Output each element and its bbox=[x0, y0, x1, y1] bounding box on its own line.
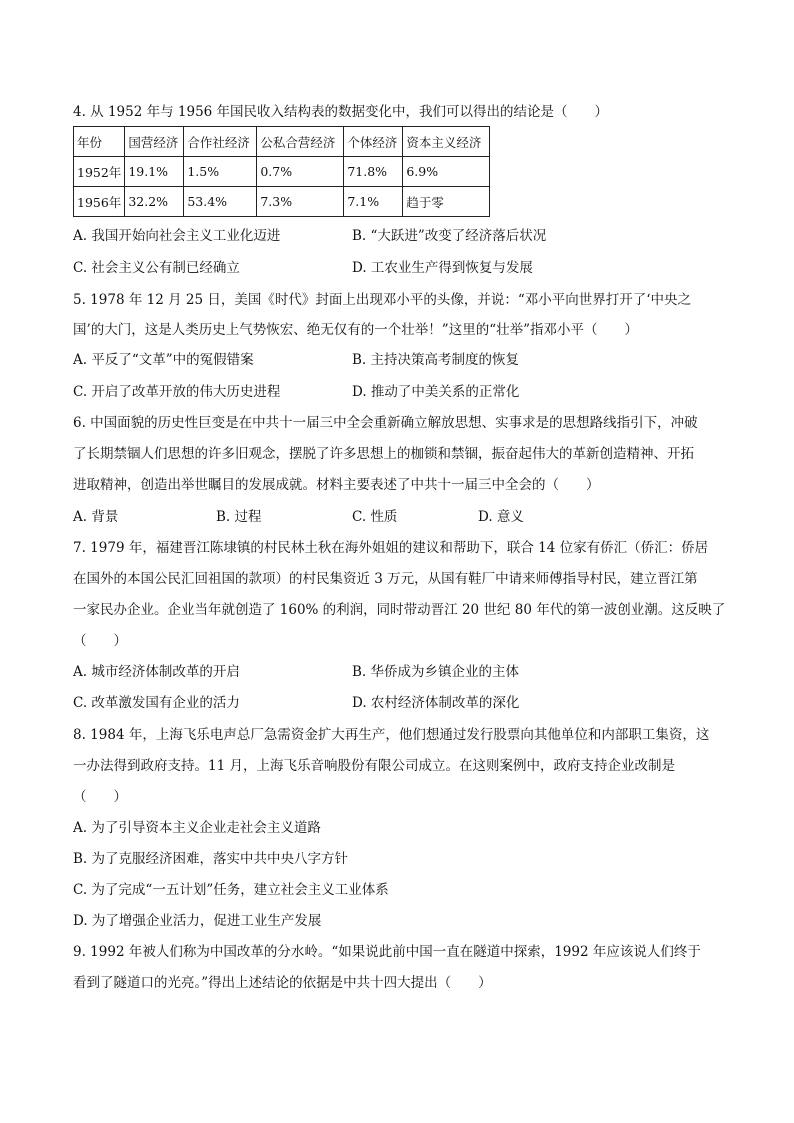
q7-stem-line: （ ） bbox=[73, 633, 127, 649]
table-header-cell: 年份 bbox=[74, 127, 125, 157]
q8-stem-line: 一办法得到政府支持。11 月，上海飞乐音响股份有限公司成立。在这则案例中，政府支持企业改制是 bbox=[73, 758, 675, 774]
table-cell: 19.1% bbox=[125, 157, 184, 187]
q6-stem-line: 6. 中国面貌的历史性巨变是在中共十一届三中全会重新确立解放思想、实事求是的思想路线指引下，冲破 bbox=[73, 415, 698, 431]
table-cell: 71.8% bbox=[344, 157, 403, 187]
q8-option-d: D. 为了增强企业活力，促进工业生产发展 bbox=[73, 913, 322, 929]
q9-stem-line: 9. 1992 年被人们称为中国改革的分水岭。“如果说此前中国一直在隧道中探索，1992 年应该说人们终于 bbox=[73, 944, 701, 960]
table-row bbox=[74, 187, 490, 217]
table-cell: 32.2% bbox=[125, 187, 184, 217]
q7-stem-line: 在国外的本国公民汇回祖国的款项）的村民集资近 3 万元，从国有鞋厂中请来师傅指导村民，建立晋江第 bbox=[73, 571, 698, 587]
table-header-cell: 国营经济 bbox=[125, 127, 184, 157]
q5-option-c: C. 开启了改革开放的伟大历史进程 bbox=[73, 384, 281, 400]
q4-option-c: C. 社会主义公有制已经确立 bbox=[73, 260, 240, 276]
q6-option-c: C. 性质 bbox=[352, 509, 398, 525]
table-header-cell: 资本主义经济 bbox=[403, 127, 490, 157]
q6-option-b: B. 过程 bbox=[216, 509, 262, 525]
q6-stem-line: 进取精神，创造出举世瞩目的发展成就。材料主要表述了中共十一届三中全会的（ ） bbox=[73, 477, 600, 493]
table-header-cell: 公私合营经济 bbox=[257, 127, 344, 157]
table-cell: 0.7% bbox=[257, 157, 344, 187]
table-cell: 53.4% bbox=[184, 187, 257, 217]
q4-stem: 4. 从 1952 年与 1956 年国民收入结构表的数据变化中，我们可以得出的结论是（ ） bbox=[73, 104, 609, 120]
table-cell: 1956年 bbox=[74, 187, 125, 217]
q7-stem-line: 7. 1979 年，福建晋江陈埭镇的村民林土秋在海外姐姐的建议和帮助下，联合 14 位家有侨汇（侨汇：侨居 bbox=[73, 540, 709, 556]
q8-option-c: C. 为了完成“一五计划”任务，建立社会主义工业体系 bbox=[73, 882, 389, 898]
q6-option-d: D. 意义 bbox=[478, 509, 524, 525]
q8-stem-line: （ ） bbox=[73, 789, 127, 805]
table-header-cell: 个体经济 bbox=[344, 127, 403, 157]
q5-option-a: A. 平反了“文革”中的冤假错案 bbox=[73, 352, 254, 368]
table-cell: 6.9% bbox=[403, 157, 490, 187]
q4-option-d: D. 工农业生产得到恢复与发展 bbox=[352, 260, 533, 276]
q6-option-a: A. 背景 bbox=[73, 509, 119, 525]
table-cell: 趋于零 bbox=[403, 187, 490, 217]
table-header-row bbox=[74, 127, 490, 157]
q4-option-b: B. “大跃进”改变了经济落后状况 bbox=[352, 228, 547, 244]
table-row bbox=[74, 157, 490, 187]
q8-stem-line: 8. 1984 年，上海飞乐电声总厂急需资金扩大再生产，他们想通过发行股票向其他单位和内部职工集资，这 bbox=[73, 727, 710, 743]
table-cell: 1.5% bbox=[184, 157, 257, 187]
q7-stem-line: 一家民办企业。企业当年就创造了 160% 的利润，同时带动晋江 20 世纪 80 年代的第一波创业潮。这反映了 bbox=[73, 602, 726, 618]
table-cell: 7.1% bbox=[344, 187, 403, 217]
q4-option-a: A. 我国开始向社会主义工业化迈进 bbox=[73, 228, 281, 244]
q5-option-d: D. 推动了中美关系的正常化 bbox=[352, 384, 520, 400]
income-structure-table bbox=[73, 126, 490, 217]
table-cell: 7.3% bbox=[257, 187, 344, 217]
q5-stem-line: 国’的大门，这是人类历史上气势恢宏、绝无仅有的一个壮举！”这里的“壮举”指邓小平（ ） bbox=[73, 322, 638, 338]
q9-stem-line: 看到了隧道口的光亮。”得出上述结论的依据是中共十四大提出（ ） bbox=[73, 975, 492, 991]
q8-option-a: A. 为了引导资本主义企业走社会主义道路 bbox=[73, 820, 321, 836]
q5-stem-line: 5. 1978 年 12 月 25 日，美国《时代》封面上出现邓小平的头像，并说：“邓小平向世界打开了‘中央之 bbox=[73, 292, 692, 308]
table-header-cell: 合作社经济 bbox=[184, 127, 257, 157]
q7-option-b: B. 华侨成为乡镇企业的主体 bbox=[352, 664, 520, 680]
q6-stem-line: 了长期禁锢人们思想的许多旧观念，摆脱了许多思想上的枷锁和禁锢，振奋起伟大的革新创造精神、开拓 bbox=[73, 446, 694, 462]
q8-option-b: B. 为了克服经济困难，落实中共中央八字方针 bbox=[73, 851, 349, 867]
q7-option-a: A. 城市经济体制改革的开启 bbox=[73, 664, 240, 680]
table-cell: 1952年 bbox=[74, 157, 125, 187]
q7-option-d: D. 农村经济体制改革的深化 bbox=[352, 695, 520, 711]
q7-option-c: C. 改革激发国有企业的活力 bbox=[73, 695, 240, 711]
q5-option-b: B. 主持决策高考制度的恢复 bbox=[352, 352, 520, 368]
